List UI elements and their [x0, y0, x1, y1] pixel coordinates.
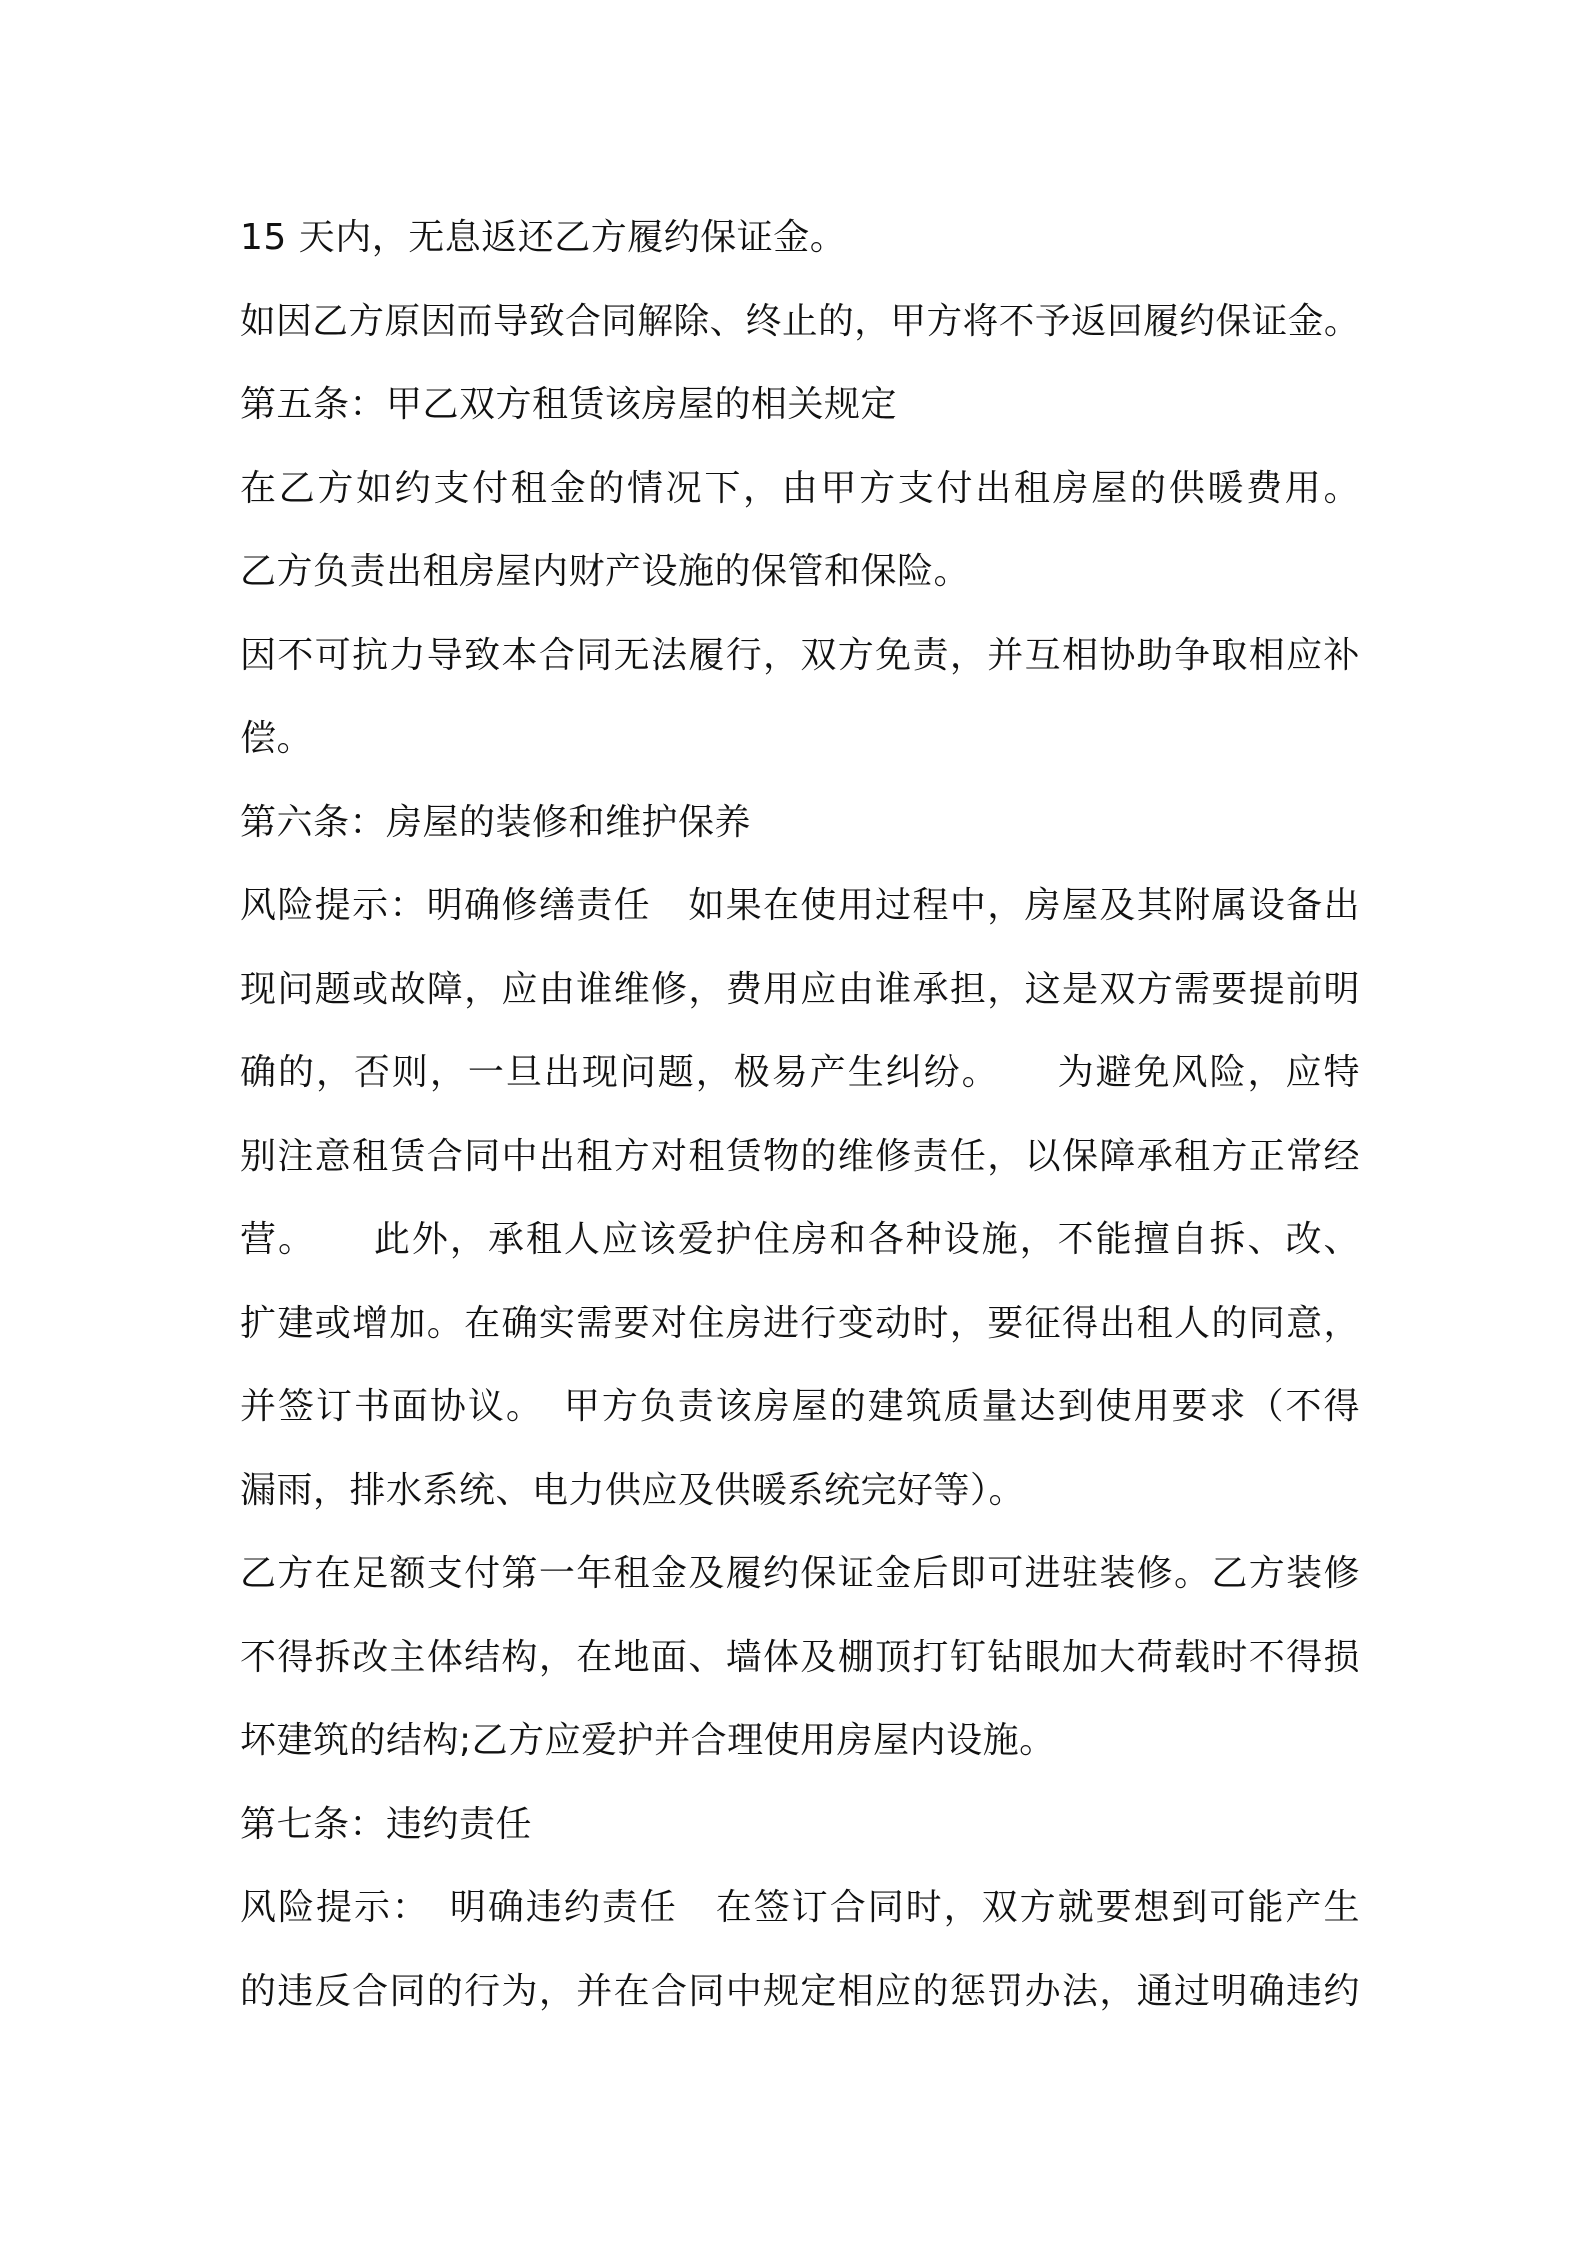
text-line: 营。 此外，承租人应该爱护住房和各种设施，不能擅自拆、改、	[240, 1219, 1360, 1260]
text-line: 风险提示： 明确违约责任 在签订合同时，双方就要想到可能产生	[240, 1887, 1360, 1928]
text-line: 偿。	[240, 718, 314, 759]
text-line: 并签订书面协议。 甲方负责该房屋的建筑质量达到使用要求（不得	[240, 1386, 1360, 1427]
document-body	[240, 196, 1360, 2033]
text-line: 漏雨，排水系统、电力供应及供暖系统完好等）。	[240, 1469, 1026, 1511]
text-line: 风险提示：明确修缮责任 如果在使用过程中，房屋及其附属设备出	[240, 885, 1360, 926]
section-heading: 第七条：违约责任	[240, 1803, 533, 1845]
text-line: 乙方负责出租房屋内财产设施的保管和保险。	[240, 551, 971, 592]
text-line: 确的，否则，一旦出现问题，极易产生纠纷。 为避免风险，应特	[240, 1052, 1360, 1093]
text-line: 坏建筑的结构;乙方应爱护并合理使用房屋内设施。	[240, 1720, 1056, 1761]
text-line: 如因乙方原因而导致合同解除、终止的，甲方将不予返回履约保证金。	[240, 300, 1360, 342]
text-line: 现问题或故障，应由谁维修，费用应由谁承担，这是双方需要提前明	[240, 968, 1360, 1010]
text-line: 的违反合同的行为，并在合同中规定相应的惩罚办法，通过明确违约	[240, 1970, 1360, 2012]
text-line: 因不可抗力导致本合同无法履行，双方免责，并互相协助争取相应补	[240, 634, 1360, 676]
text-line: 乙方在足额支付第一年租金及履约保证金后即可进驻装修。乙方装修	[240, 1553, 1360, 1594]
section-heading: 第五条：甲乙双方租赁该房屋的相关规定	[240, 384, 898, 425]
section-heading: 第六条：房屋的装修和维护保养	[240, 801, 752, 843]
text-line: 扩建或增加。在确实需要对住房进行变动时，要征得出租人的同意，	[240, 1302, 1360, 1344]
text-line: 别注意租赁合同中出租方对租赁物的维修责任，以保障承租方正常经	[240, 1135, 1360, 1177]
text-line: 不得拆改主体结构，在地面、墙体及棚顶打钉钻眼加大荷载时不得损	[240, 1636, 1360, 1678]
text-line: 15 天内，无息返还乙方履约保证金。	[240, 217, 847, 258]
text-line: 在乙方如约支付租金的情况下，由甲方支付出租房屋的供暖费用。	[240, 467, 1360, 509]
